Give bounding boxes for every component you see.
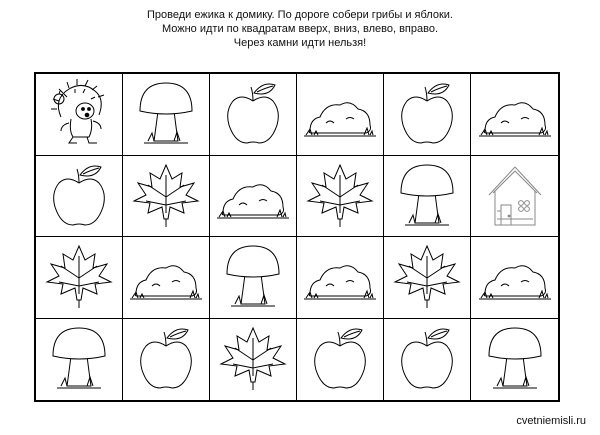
instruction-line-3: Через камни идти нельзя! [233,37,367,49]
apple-icon [300,324,380,394]
stone-icon [475,79,555,149]
grid-cell-stone[interactable] [471,74,558,156]
grid-cell-mushroom[interactable] [471,319,558,401]
mushroom-icon [126,79,206,149]
stone-icon [475,242,555,312]
grid-cell-leaf[interactable] [297,156,384,238]
grid-cell-stone[interactable] [210,156,297,238]
grid-cell-mushroom[interactable] [36,319,123,401]
maze-grid [34,72,560,402]
grid-cell-leaf[interactable] [123,156,210,238]
maple-leaf-icon [300,161,380,231]
grid-cell-leaf[interactable] [384,237,471,319]
hedgehog-icon [39,79,119,149]
house-icon [475,161,555,231]
maple-leaf-icon [126,161,206,231]
grid-cell-leaf[interactable] [36,237,123,319]
apple-icon [39,161,119,231]
grid-cell-apple[interactable] [210,74,297,156]
stone-icon [300,242,380,312]
grid-cell-apple[interactable] [384,319,471,401]
grid-cell-mushroom[interactable] [123,74,210,156]
mushroom-icon [387,161,467,231]
stone-icon [300,79,380,149]
grid-cell-stone[interactable] [123,237,210,319]
grid-cell-mushroom[interactable] [384,156,471,238]
grid-cell-stone[interactable] [297,74,384,156]
maple-leaf-icon [387,242,467,312]
maple-leaf-icon [39,242,119,312]
mushroom-icon [213,242,293,312]
apple-icon [213,79,293,149]
grid-cell-apple[interactable] [36,156,123,238]
instructions [0,8,600,50]
mushroom-icon [475,324,555,394]
stone-icon [213,161,293,231]
grid-cell-hedgehog[interactable] [36,74,123,156]
grid-cell-house[interactable] [471,156,558,238]
grid-cell-mushroom[interactable] [210,237,297,319]
stone-icon [126,242,206,312]
mushroom-icon [39,324,119,394]
grid-cell-apple[interactable] [123,319,210,401]
grid-cell-stone[interactable] [297,237,384,319]
apple-icon [126,324,206,394]
site-credit: cvetniemisli.ru [516,415,586,427]
grid-cell-apple[interactable] [297,319,384,401]
grid-cell-leaf[interactable] [210,319,297,401]
grid-cell-stone[interactable] [471,237,558,319]
maple-leaf-icon [213,324,293,394]
apple-icon [387,79,467,149]
apple-icon [387,324,467,394]
instruction-line-1: Проведи ежика к домику. По дороге собери грибы и яблоки. [147,9,453,21]
grid-cell-apple[interactable] [384,74,471,156]
instruction-line-2: Можно идти по квадратам вверх, вниз, влево, вправо. [161,23,439,35]
